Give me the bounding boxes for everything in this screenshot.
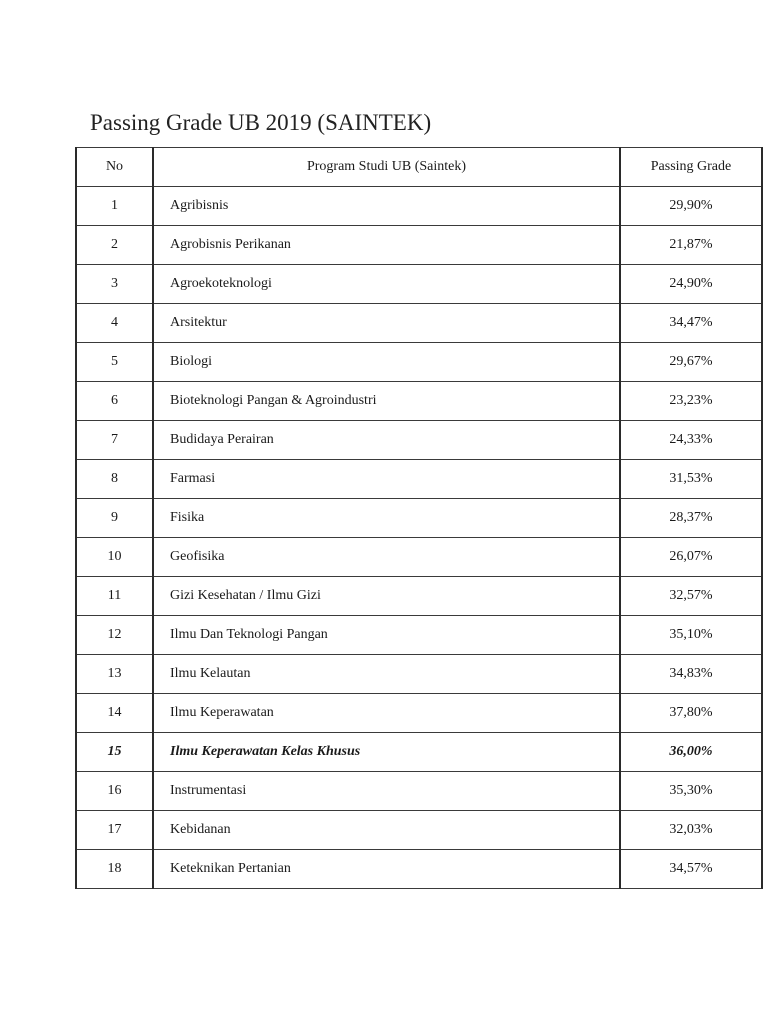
row-number: 17 bbox=[76, 811, 153, 850]
program-name: Agroekoteknologi bbox=[153, 265, 620, 304]
row-number: 6 bbox=[76, 382, 153, 421]
program-name: Keteknikan Pertanian bbox=[153, 850, 620, 889]
program-name: Instrumentasi bbox=[153, 772, 620, 811]
program-name: Ilmu Keperawatan Kelas Khusus bbox=[153, 733, 620, 772]
passing-grade-value: 34,57% bbox=[620, 850, 762, 889]
row-number: 10 bbox=[76, 538, 153, 577]
program-name: Budidaya Perairan bbox=[153, 421, 620, 460]
row-number: 14 bbox=[76, 694, 153, 733]
passing-grade-value: 29,67% bbox=[620, 343, 762, 382]
table-row bbox=[76, 343, 762, 382]
passing-grade-value: 35,30% bbox=[620, 772, 762, 811]
row-number: 7 bbox=[76, 421, 153, 460]
header-passing-grade: Passing Grade bbox=[620, 148, 762, 187]
passing-grade-value: 32,57% bbox=[620, 577, 762, 616]
table-row bbox=[76, 538, 762, 577]
passing-grade-value: 21,87% bbox=[620, 226, 762, 265]
page-title: Passing Grade UB 2019 (SAINTEK) bbox=[90, 110, 432, 135]
header-no: No bbox=[76, 148, 153, 187]
program-name: Ilmu Dan Teknologi Pangan bbox=[153, 616, 620, 655]
passing-grade-value: 29,90% bbox=[620, 187, 762, 226]
table-row bbox=[76, 850, 762, 889]
table-body bbox=[76, 187, 762, 889]
program-name: Gizi Kesehatan / Ilmu Gizi bbox=[153, 577, 620, 616]
header-program: Program Studi UB (Saintek) bbox=[153, 148, 620, 187]
table-row bbox=[76, 616, 762, 655]
row-number: 12 bbox=[76, 616, 153, 655]
passing-grade-value: 31,53% bbox=[620, 460, 762, 499]
passing-grade-value: 36,00% bbox=[620, 733, 762, 772]
table-row bbox=[76, 187, 762, 226]
table-header-row bbox=[76, 148, 762, 187]
program-name: Kebidanan bbox=[153, 811, 620, 850]
table-row bbox=[76, 655, 762, 694]
row-number: 3 bbox=[76, 265, 153, 304]
row-number: 5 bbox=[76, 343, 153, 382]
program-name: Ilmu Keperawatan bbox=[153, 694, 620, 733]
row-number: 18 bbox=[76, 850, 153, 889]
table-row bbox=[76, 460, 762, 499]
table-row bbox=[76, 421, 762, 460]
passing-grade-value: 37,80% bbox=[620, 694, 762, 733]
row-number: 2 bbox=[76, 226, 153, 265]
passing-grade-value: 23,23% bbox=[620, 382, 762, 421]
row-number: 8 bbox=[76, 460, 153, 499]
program-name: Biologi bbox=[153, 343, 620, 382]
table-row bbox=[76, 265, 762, 304]
program-name: Fisika bbox=[153, 499, 620, 538]
row-number: 11 bbox=[76, 577, 153, 616]
row-number: 9 bbox=[76, 499, 153, 538]
program-name: Agribisnis bbox=[153, 187, 620, 226]
passing-grade-value: 26,07% bbox=[620, 538, 762, 577]
row-number: 16 bbox=[76, 772, 153, 811]
table-row bbox=[76, 577, 762, 616]
passing-grade-value: 34,47% bbox=[620, 304, 762, 343]
table-row bbox=[76, 772, 762, 811]
program-name: Geofisika bbox=[153, 538, 620, 577]
table-row bbox=[76, 226, 762, 265]
row-number: 15 bbox=[76, 733, 153, 772]
passing-grade-table bbox=[75, 147, 763, 889]
passing-grade-value: 32,03% bbox=[620, 811, 762, 850]
table-row bbox=[76, 382, 762, 421]
program-name: Agrobisnis Perikanan bbox=[153, 226, 620, 265]
program-name: Ilmu Kelautan bbox=[153, 655, 620, 694]
program-name: Arsitektur bbox=[153, 304, 620, 343]
row-number: 4 bbox=[76, 304, 153, 343]
passing-grade-value: 28,37% bbox=[620, 499, 762, 538]
table-row bbox=[76, 499, 762, 538]
program-name: Farmasi bbox=[153, 460, 620, 499]
passing-grade-value: 24,90% bbox=[620, 265, 762, 304]
passing-grade-value: 24,33% bbox=[620, 421, 762, 460]
passing-grade-value: 35,10% bbox=[620, 616, 762, 655]
table-row bbox=[76, 304, 762, 343]
passing-grade-value: 34,83% bbox=[620, 655, 762, 694]
program-name: Bioteknologi Pangan & Agroindustri bbox=[153, 382, 620, 421]
table-row bbox=[76, 733, 762, 772]
row-number: 13 bbox=[76, 655, 153, 694]
table-row bbox=[76, 694, 762, 733]
table-row bbox=[76, 811, 762, 850]
row-number: 1 bbox=[76, 187, 153, 226]
